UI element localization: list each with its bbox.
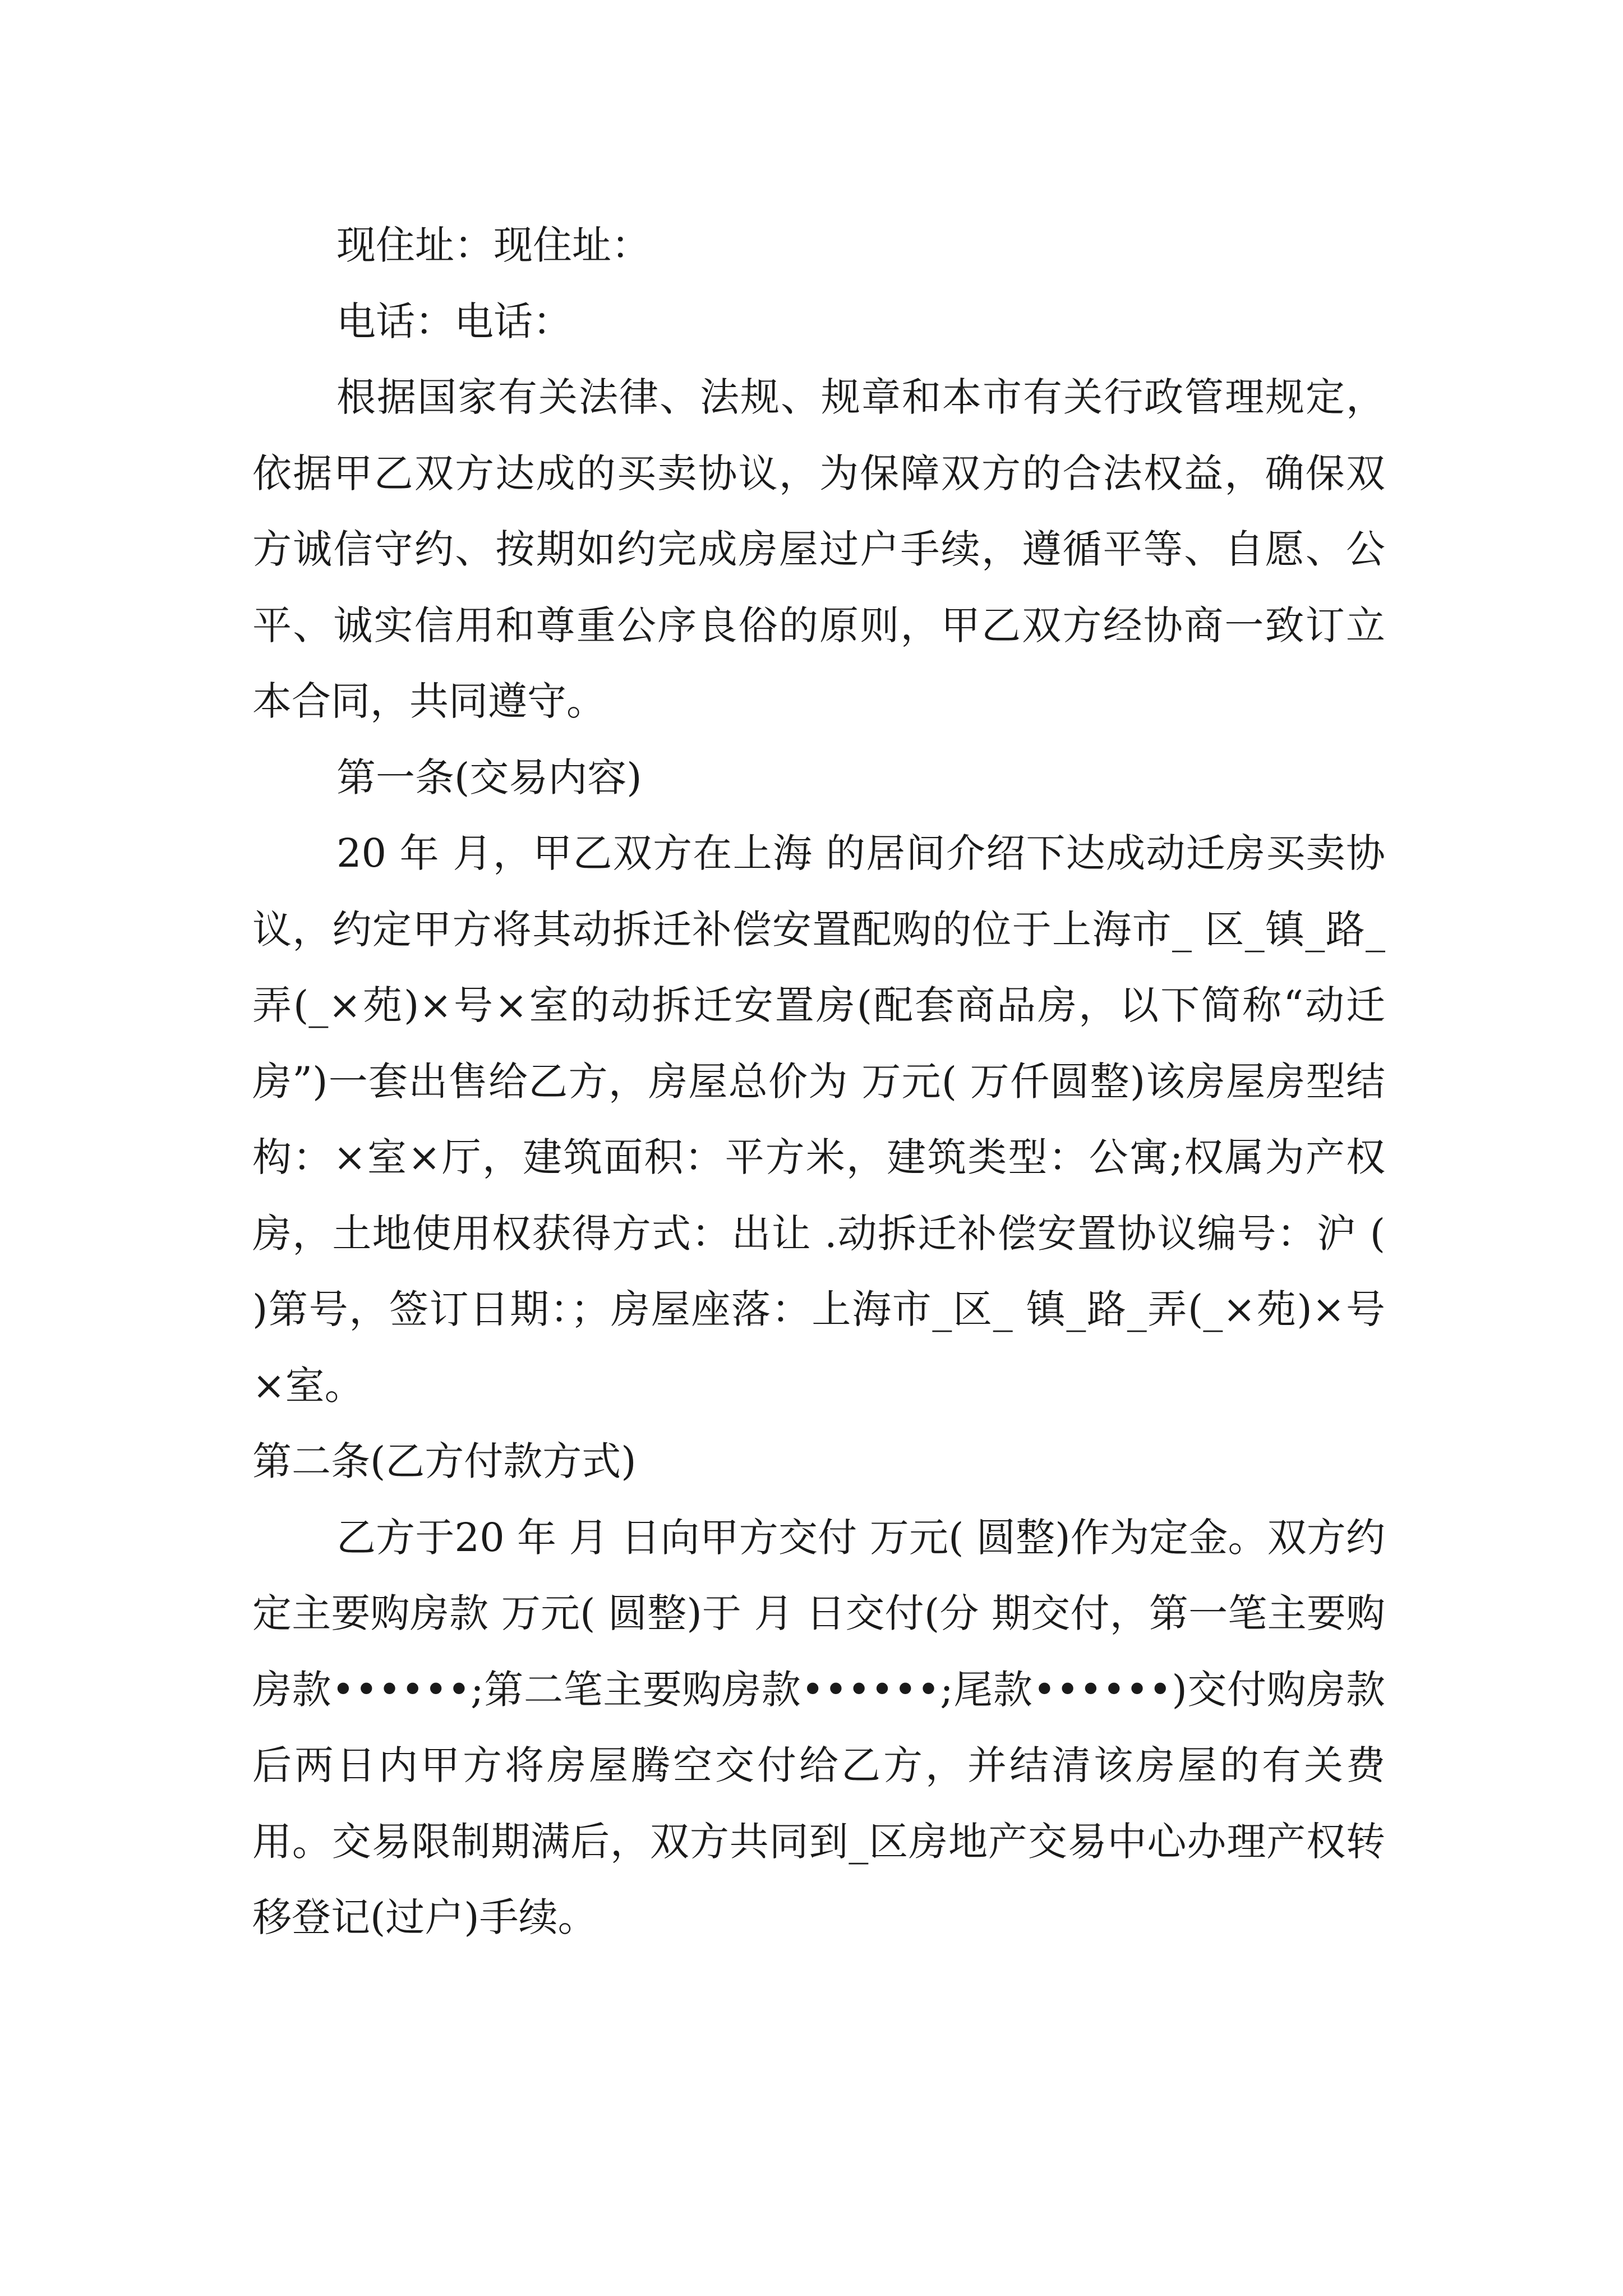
preamble-paragraph: 根据国家有关法律、法规、规章和本市有关行政管理规定，依据甲乙双方达成的买卖协议，为保障双方的合法权益，确保双方诚信守约、按期如约完成房屋过户手续，遵循平等、自愿、公平、诚实信用和尊重公序良俗的原则，甲乙双方经协商一致订立本合同，共同遵守。: [252, 374, 1385, 724]
article-2-heading: 第二条(乙方付款方式): [252, 1438, 637, 1484]
address-line: 现住址：现住址：: [336, 222, 651, 268]
phone-line: 电话：电话：: [336, 298, 572, 344]
document-body: [252, 208, 1385, 1956]
article-1-heading: 第一条(交易内容): [336, 754, 642, 800]
article-2-body: 乙方于20 年 月 日向甲方交付 万元( 圆整)作为定金。双方约定主要购房款 万元( 圆整)于 月 日交付(分 期交付，第一笔主要购房款••••••;第二笔主要购房款••••••;尾款••••••)交付购房款后两日内甲方将房屋腾空交付给乙方，并结清该房屋的有关费用。交易限制期满后，双方共同到_区房地产交易中心办理产权转移登记(过户)手续。: [252, 1514, 1385, 1940]
article-1-body: 20 年 月，甲乙双方在上海 的居间介绍下达成动迁房买卖协议，约定甲方将其动拆迁补偿安置配购的位于上海市_ 区_镇_路_弄(_×苑)×号×室的动拆迁安置房(配套商品房，以下简称“动迁房”)一套出售给乙方，房屋总价为 万元( 万仟圆整)该房屋房型结构：×室×厅，建筑面积：平方米，建筑类型：公寓;权属为产权房，土地使用权获得方式：出让 .动拆迁补偿安置协议编号：沪 ( )第号，签订日期：；房屋座落：上海市_区_ 镇_路_弄(_×苑)×号×室。: [252, 830, 1385, 1409]
